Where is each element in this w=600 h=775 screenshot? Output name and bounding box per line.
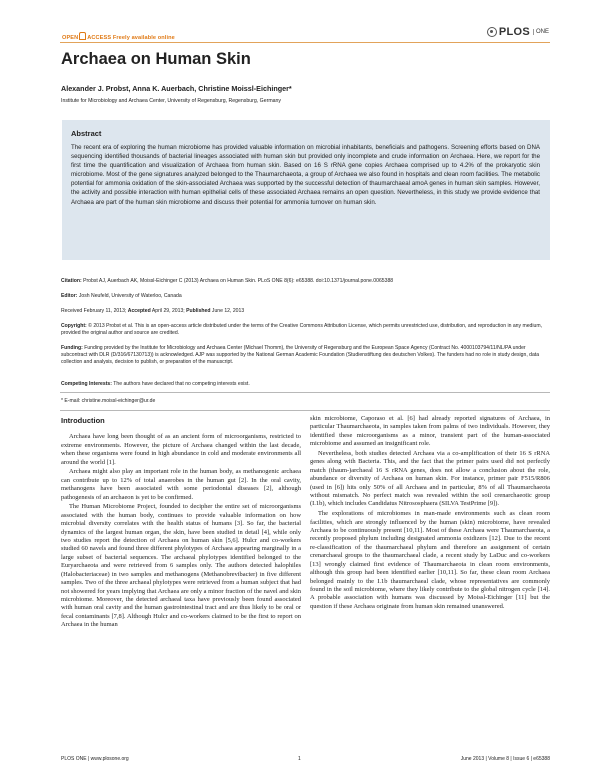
- meta-divider: [60, 392, 550, 393]
- section-heading: Introduction: [61, 416, 105, 425]
- copyright: Copyright: © 2013 Probst et al. This is an open-access article distributed under the terms of the Creative Commons Attribution License, which permits unrestricted use, distribution, and reproduction in any medium, provided the original author and source are credited.: [61, 323, 543, 337]
- open-access-banner: OPEN ACCESS Freely available online: [62, 32, 175, 41]
- paragraph: skin microbiome, Caporaso et al. [6] had already reported signatures of Archaea, in particular Thaumarchaeota, in samples taken from palms of two individuals. However, they identified these microorganisms as a minor, transient part of the human-associated microbiome and assumed an insignificant role.: [310, 415, 550, 448]
- header-rule: [60, 42, 550, 43]
- page-number: 1: [298, 756, 301, 762]
- footer-journal: PLOS ONE | www.plosone.org: [61, 756, 129, 762]
- plos-globe-icon: [487, 27, 497, 37]
- meta-divider: [60, 410, 550, 411]
- dates: Received February 11, 2013; Accepted April 29, 2013; Published June 12, 2013: [61, 308, 245, 314]
- abstract-box: [62, 120, 550, 260]
- author-list: Alexander J. Probst, Anna K. Auerbach, Christine Moissl-Eichinger*: [61, 84, 292, 93]
- paragraph: The explorations of microbiomes in man-made environments such as clean room facilities, which are strongly influenced by the human (skin) microbiome, have revealed Archaea to be continuously present [10,11]. Most of these Archaea were Thaumarchaeota, a recently proposed phylum including designated ammonia oxidizers [12]. Due to the recent re-classification of the thaumarchaeal phylum and therefore an assignment of certain crenarchaeal groups to the thaumarchaeal clade, a recent study by LaDuc and co-workers [13] wrongly claimed first evidence of Thaumarchaeota in clean room environments, although this group had been identified earlier [10,11]. So far, these clean room Archaea belonged mainly to the I.1b thaumarchaeal clade, whose representatives are commonly found in the soil microbiome, where they likely contribute to the global nitrogen cycle [14]. A probable association with humans was discussed by Moissl-Eichinger [11] but the question if these Archaea originate from human skin remained unanswered.: [310, 510, 550, 610]
- left-column: [61, 417, 301, 631]
- competing-interests: Competing Interests: The authors have declared that no competing interests exist.: [61, 381, 250, 387]
- footer-issue: June 2013 | Volume 8 | Issue 6 | e65388: [460, 756, 550, 762]
- paragraph: Archaea have long been thought of as an ancient form of microorganisms, restricted to extreme environments. However, the picture of Archaea changed within the last decade, when these organisms were found in high abundance in cold and moderate environments all around the world [1].: [61, 433, 301, 466]
- paragraph: Nevertheless, both studies detected Archaea via a co-amplification of their 16 S rRNA genes along with Bacteria. This, and the fact that the primer pairs used did not perfectly match (thaum-)archaeal 16 S rRNA genes, does not allow a conclusion about the role, abundance or diversity of Archaea on human skin. For instance, primer pair F515/R806 (used in [6]) hits only 50% of all Archaea and in particular, 8% of all Thaumarchaeota without mismatch. No perfect match was revealed within the soil crenarchaeotic group (I.1b), which includes Candidatus Nitrososphaera (SILVA TestPrime [9]).: [310, 450, 550, 508]
- citation: Citation: Probst AJ, Auerbach AK, Moissl-Eichinger C (2013) Archaea on Human Skin. PLoS ONE 8(6): e65388. doi:10.1371/journal.pone.0065388: [61, 278, 394, 284]
- paragraph: The Human Microbiome Project, founded to decipher the entire set of microorganisms associated with the human body, continues to provide valuable information on how microbial diversity correlates with the health status of humans [3]. So far, the bacterial dynamics of the largest human organ, the skin, have been studied in detail [4], while only two studies report the detection of Archaea on human skin [5,6]. Hulcr and co-workers studied 60 navels and found three different phylotypes of Archaea appearing marginally in a large subset of bacterial sequences. The archaeal phylotypes identified belonged to the Euryarchaeota and were retrieved from 6 samples only. The authors detected halophiles (Halobacteriaceae) in two samples and methanogens (Methanobrevibacter) in five different samples. Two of the three archaeal phylotypes were retrieved from a human subject that had not showered for years implying that Archaea are only a minor fraction of the navel and skin microbiome. Moreover, the detected archaeal taxa have previously been found associated with human oral cavity and the human gastrointestinal tract and are thus likely to be oral or fecal contaminants [7,8]. Although Hulcr and co-workers claimed to be the first to report on Archaea in the human: [61, 503, 301, 629]
- abstract-heading: Abstract: [71, 129, 102, 138]
- abstract-text: The recent era of exploring the human microbiome has provided valuable information on microbial inhabitants, beneficials and pathogens. Screening efforts based on DNA sequencing identified thousands of bacterial lineages associated with human skin but provided only incomplete and crude information on Archaea. Here, we report for the first time the quantification and visualization of Archaea from human skin. Based on 16 S rRNA gene copies Archaea comprised up to 4.2% of the prokaryotic skin microbiome. Most of the gene signatures analyzed belonged to the Thaumarchaeota, a group of Archaea we also found in hospitals and clean room facilities. The metabolic potential for ammonia oxidation of the skin-associated Archaea was supported by the successful detection of thaumarchaeal amoA genes in human skin samples. However, the activity and possible interaction with human epithelial cells of these associated Archaea remains an open question. Nevertheless, in this study we provide evidence that Archaea are part of the human skin microbiome and discuss their potential for ammonia turnover on human skin.: [71, 144, 540, 206]
- journal-logo: PLOS ONE: [487, 26, 549, 38]
- article-title: Archaea on Human Skin: [61, 50, 251, 68]
- affiliation: Institute for Microbiology and Archaea Center, University of Regensburg, Regensburg, Germany: [61, 98, 282, 104]
- editor: Editor: Josh Neufeld, University of Waterloo, Canada: [61, 293, 182, 299]
- funding: Funding: Funding provided by the Institute for Microbiology and Archaea Center (Michael Thomm), the University of Regensburg and the European Space Agency (Contract No. 4000103794/11/NL/PA under subcontract with DLR (D/316/67130713)) is acknowledged. AJP was supported by the National German Academic Foundation (Studienstiftung des deutschen Volkes). The funders had no role in study design, data collection and analysis, decision to publish, or preparation of the manuscript.: [61, 345, 540, 366]
- open-lock-icon: [79, 32, 86, 40]
- right-column: [310, 415, 550, 613]
- paragraph: Archaea might also play an important role in the human body, as methanogenic archaea can contribute up to 12% of total anaerobes in the human gut [2]. In the oral cavity, methanogens have been associated with some periodontal diseases [2], although pathogenesis of an archaeon is yet to be confirmed.: [61, 468, 301, 501]
- email[interactable]: * E-mail: christine.moissl-eichinger@ur.de: [61, 398, 156, 404]
